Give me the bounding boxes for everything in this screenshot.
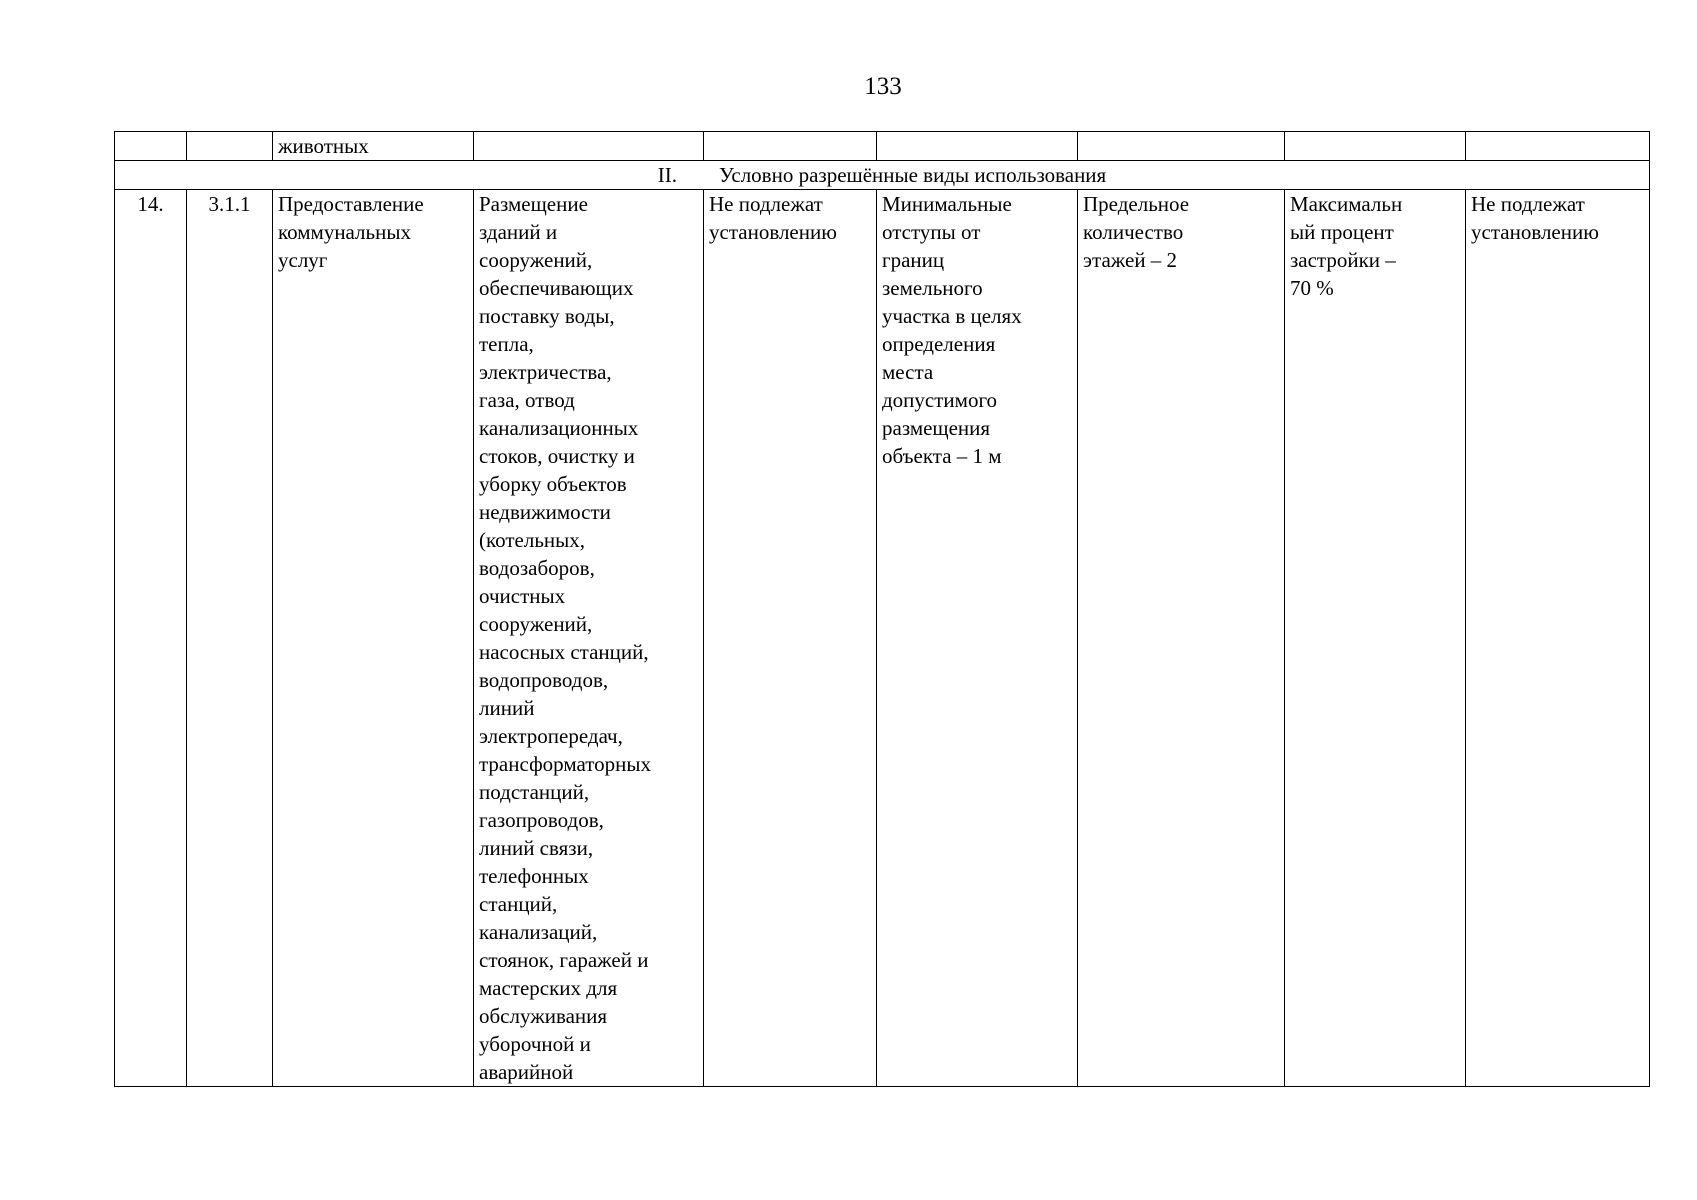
use-name-cell bbox=[273, 190, 474, 1087]
plot-size: Не подлежат установлению bbox=[709, 192, 837, 244]
use-code: 3.1.1 bbox=[208, 192, 251, 216]
row-number-cell bbox=[115, 190, 187, 1087]
table-cell bbox=[1285, 132, 1466, 161]
table-row bbox=[115, 190, 1650, 1087]
section-header-row bbox=[115, 161, 1650, 190]
other-params: Не подлежат установлению bbox=[1471, 192, 1599, 244]
setbacks: Минимальные отступы от границ земельного участка в целях определения места допустимого размещения объекта – 1 м bbox=[882, 192, 1022, 468]
use-name: Предоставление коммунальных услуг bbox=[278, 192, 424, 272]
table-cell bbox=[1078, 132, 1285, 161]
use-description-cell bbox=[474, 190, 704, 1087]
table-cell bbox=[187, 132, 273, 161]
table-cell bbox=[115, 132, 187, 161]
coverage-cell bbox=[1285, 190, 1466, 1087]
table-cell bbox=[877, 132, 1078, 161]
page-number: 133 bbox=[864, 73, 902, 100]
section-title: Условно разрешённые виды использования bbox=[719, 163, 1107, 187]
use-description: Размещение зданий и сооружений, обеспечивающих поставку воды, тепла, электричества, газа, отвод канализационных стоков, очистку и уборку объектов недвижимости (котельных, водозаборов, очистных сооружений, насосных станций, водопроводов, линий электропередач, трансформаторных подстанций, газопроводов, линий связи, телефонных станций, канализаций, стоянок, гаражей и мастерских для обслуживания уборочной и аварийной bbox=[479, 192, 652, 1084]
table-cell bbox=[704, 132, 877, 161]
other-params-cell bbox=[1466, 190, 1650, 1087]
section-header bbox=[115, 161, 1650, 190]
plot-size-cell bbox=[704, 190, 877, 1087]
floors-cell bbox=[1078, 190, 1285, 1087]
table-cell bbox=[1466, 132, 1650, 161]
floors: Предельное количество этажей – 2 bbox=[1083, 192, 1190, 272]
continuation-row bbox=[115, 132, 1650, 161]
setbacks-cell bbox=[877, 190, 1078, 1087]
coverage: Максимальн ый процент застройки – 70 % bbox=[1290, 192, 1403, 300]
row-number: 14. bbox=[137, 192, 164, 216]
table-cell bbox=[474, 132, 704, 161]
land-use-regulations-table bbox=[114, 131, 1650, 1087]
table-cell: животных bbox=[273, 132, 474, 161]
use-code-cell bbox=[187, 190, 273, 1087]
section-number: II. bbox=[657, 163, 678, 187]
